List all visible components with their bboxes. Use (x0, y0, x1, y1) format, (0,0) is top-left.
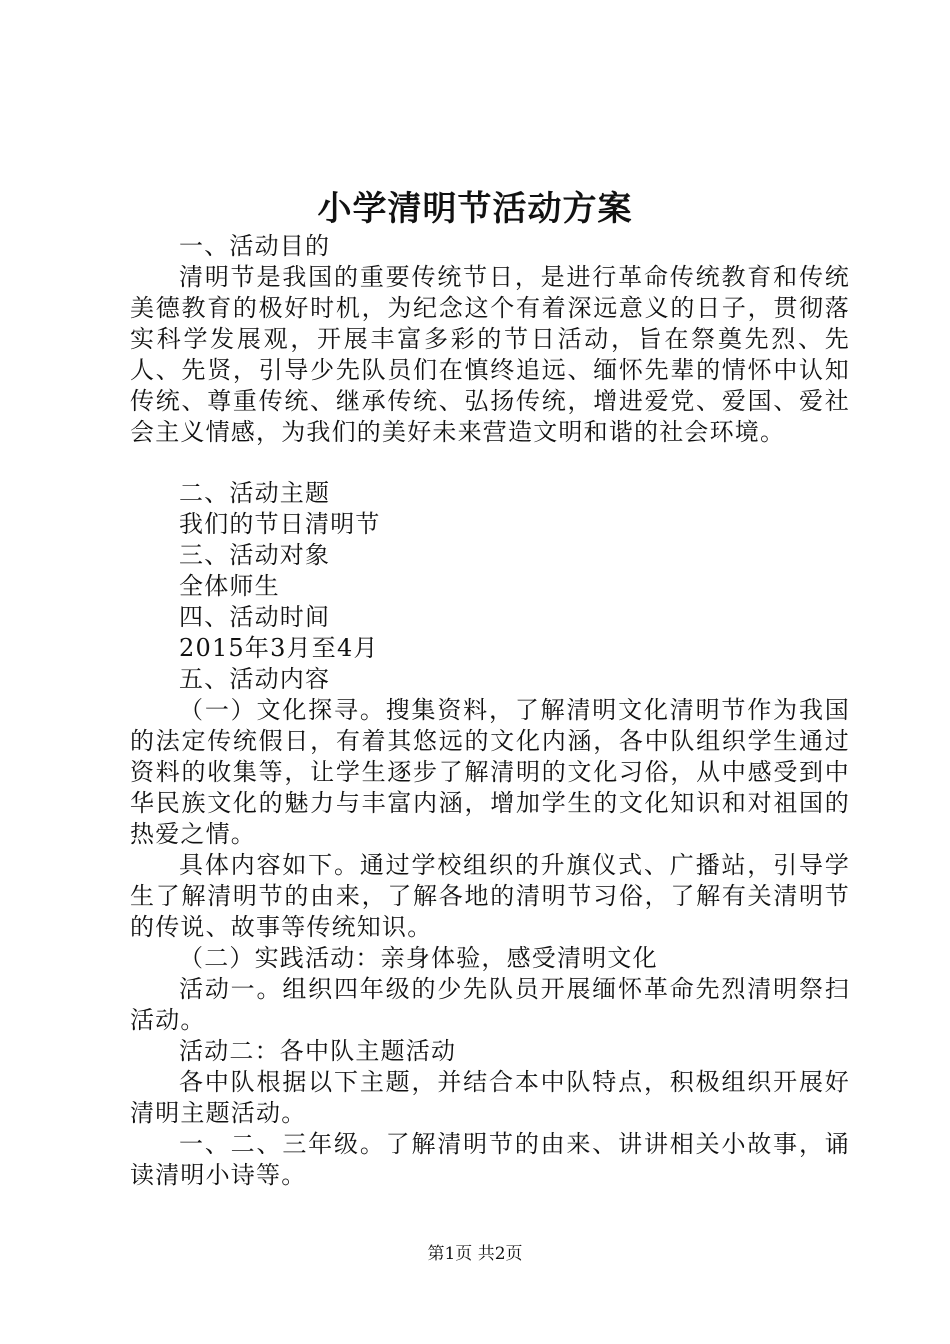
page-number-footer: 第1页 共2页 (427, 1244, 523, 1264)
paragraph-grades-one-to-three: 一、二、三年级。了解清明节的由来、讲讲相关小故事，诵读清明小诗等。 (130, 1130, 850, 1189)
section-heading-audience: 三、活动对象 (179, 541, 331, 569)
paragraph-time: 2015年3月至4月 (179, 634, 379, 662)
paragraph-details: 具体内容如下。通过学校组织的升旗仪式、广播站，引导学生了解清明节的由来，了解各地的清明节习俗，了解有关清明节的传说、故事等传统知识。 (130, 851, 850, 941)
paragraph-practice-heading: （二）实践活动：亲身体验，感受清明文化 (179, 944, 658, 972)
paragraph-activity-two: 活动二：各中队主题活动 (179, 1037, 457, 1065)
paragraph-theme: 我们的节日清明节 (179, 510, 381, 538)
section-heading-theme: 二、活动主题 (179, 479, 331, 507)
section-heading-content: 五、活动内容 (179, 665, 331, 693)
paragraph-activity-one: 活动一。组织四年级的少先队员开展缅怀革命先烈清明祭扫活动。 (130, 975, 850, 1034)
paragraph-squad-themes: 各中队根据以下主题，并结合本中队特点，积极组织开展好清明主题活动。 (130, 1068, 850, 1127)
document-title: 小学清明节活动方案 (317, 189, 633, 229)
document-body (130, 231, 850, 1191)
paragraph-audience: 全体师生 (179, 572, 280, 600)
paragraph-cultural-exploration: （一）文化探寻。搜集资料，了解清明文化清明节作为我国的法定传统假日，有着其悠远的文化内涵，各中队组织学生通过资料的收集等，让学生逐步了解清明的文化习俗，从中感受到中华民族文化的魅力与丰富内涵，增加学生的文化知识和对祖国的热爱之情。 (130, 696, 850, 848)
paragraph-spacer (130, 448, 850, 478)
paragraph-purpose: 清明节是我国的重要传统节日，是进行革命传统教育和传统美德教育的极好时机，为纪念这个有着深远意义的日子，贯彻落实科学发展观，开展丰富多彩的节日活动，旨在祭奠先烈、先人、先贤，引导少先队员们在慎终追远、缅怀先辈的情怀中认知传统、尊重传统、继承传统、弘扬传统，增进爱党、爱国、爱社会主义情感，为我们的美好未来营造文明和谐的社会环境。 (130, 263, 850, 446)
section-heading-purpose: 一、活动目的 (179, 232, 331, 260)
section-heading-time: 四、活动时间 (179, 603, 331, 631)
